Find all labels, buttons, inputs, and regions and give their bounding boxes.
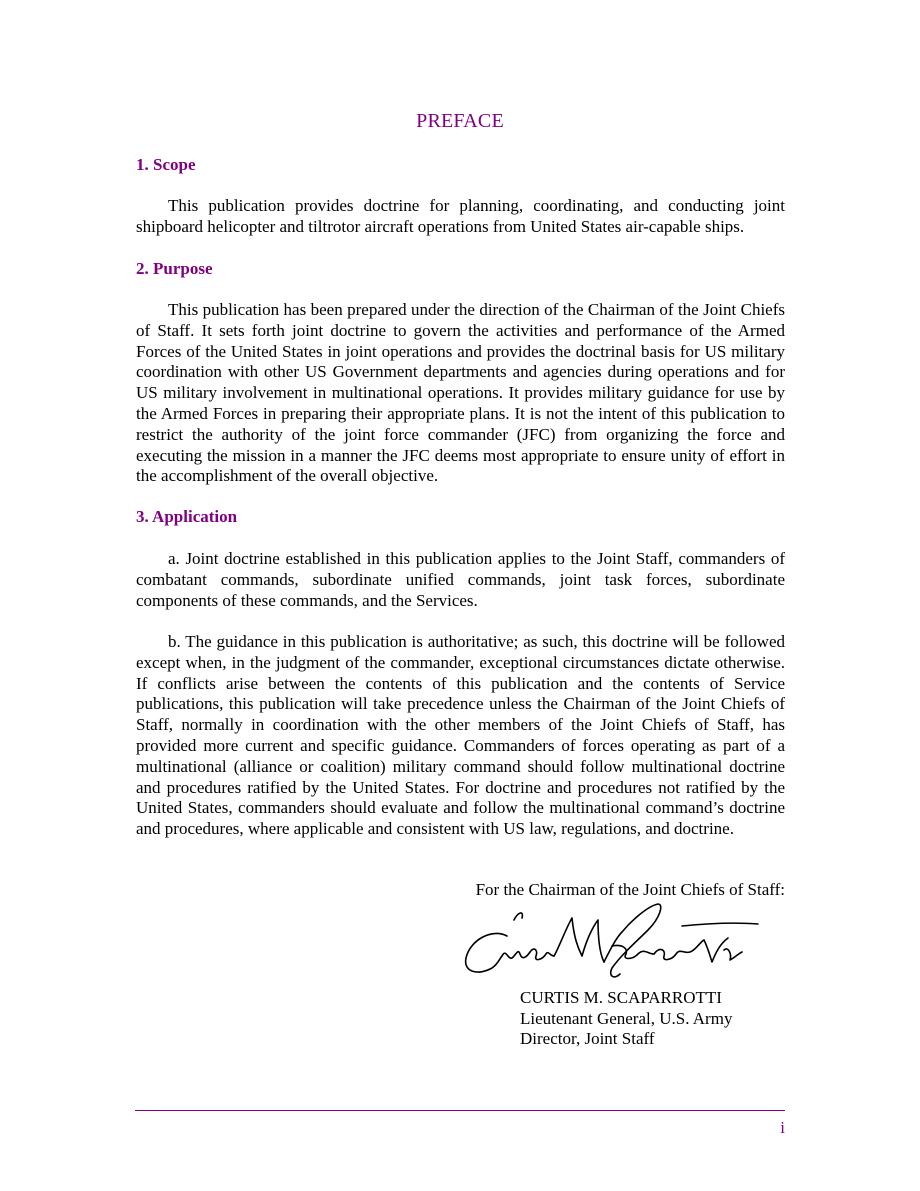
handwritten-signature xyxy=(462,898,762,984)
signatory-name: CURTIS M. SCAPARROTTI xyxy=(520,988,722,1007)
scope-paragraph: This publication provides doctrine for planning, coordinating, and conducting joint shipboard helicopter and tiltrotor aircraft operations from United States air-capable ships. xyxy=(136,196,785,236)
page-title: PREFACE xyxy=(416,110,504,132)
section-heading-purpose: 2. Purpose xyxy=(136,259,213,278)
section-heading-application: 3. Application xyxy=(136,507,238,526)
purpose-paragraph: This publication has been prepared under the direction of the Chairman of the Joint Chiefs of Staff. It sets forth joint doctrine to govern the activities and performance of the Armed Forces of the United States in joint operations and provides the doctrinal basis for US military coordination with other US Government departments and agencies during operations and for US military involvement in multinational operations. It provides military guidance for use by the Armed Forces in preparing their appropriate plans. It is not the intent of this publication to restrict the authority of the joint force commander (JFC) from organizing the force and executing the mission in a manner the JFC deems most appropriate to ensure unity of effort in the accomplishment of the overall objective. xyxy=(136,300,785,486)
signatory-position: Director, Joint Staff xyxy=(520,1029,655,1049)
section-heading-scope: 1. Scope xyxy=(136,155,196,174)
application-paragraph-b: b. The guidance in this publication is authoritative; as such, this doctrine will be followed except when, in the judgment of the commander, exceptional circumstances dictate otherwise. If conflicts arise between the contents of this publication and the contents of Service publications, this publication will take precedence unless the Chairman of the Joint Chiefs of Staff, normally in coordination with the other members of the Joint Chiefs of Staff, has provided more current and specific guidance. Commanders of forces operating as part of a multinational (alliance or coalition) military command should follow multinational doctrine and procedures ratified by the United States. For doctrine and procedures not ratified by the United States, commanders should evaluate and follow the multinational command’s doctrine and procedures, where applicable and consistent with US law, regulations, and doctrine. xyxy=(136,632,785,839)
closing-line: For the Chairman of the Joint Chiefs of Staff: xyxy=(475,880,785,899)
signature-block xyxy=(520,988,732,1050)
signatory-rank: Lieutenant General, U.S. Army xyxy=(520,1008,733,1028)
page-number: i xyxy=(780,1118,785,1137)
application-paragraph-a: a. Joint doctrine established in this publication applies to the Joint Staff, commanders of combatant commands, subordinate unified commands, joint task forces, subordinate components of these commands, and the Services. xyxy=(136,549,785,610)
footer-rule xyxy=(135,1110,785,1111)
